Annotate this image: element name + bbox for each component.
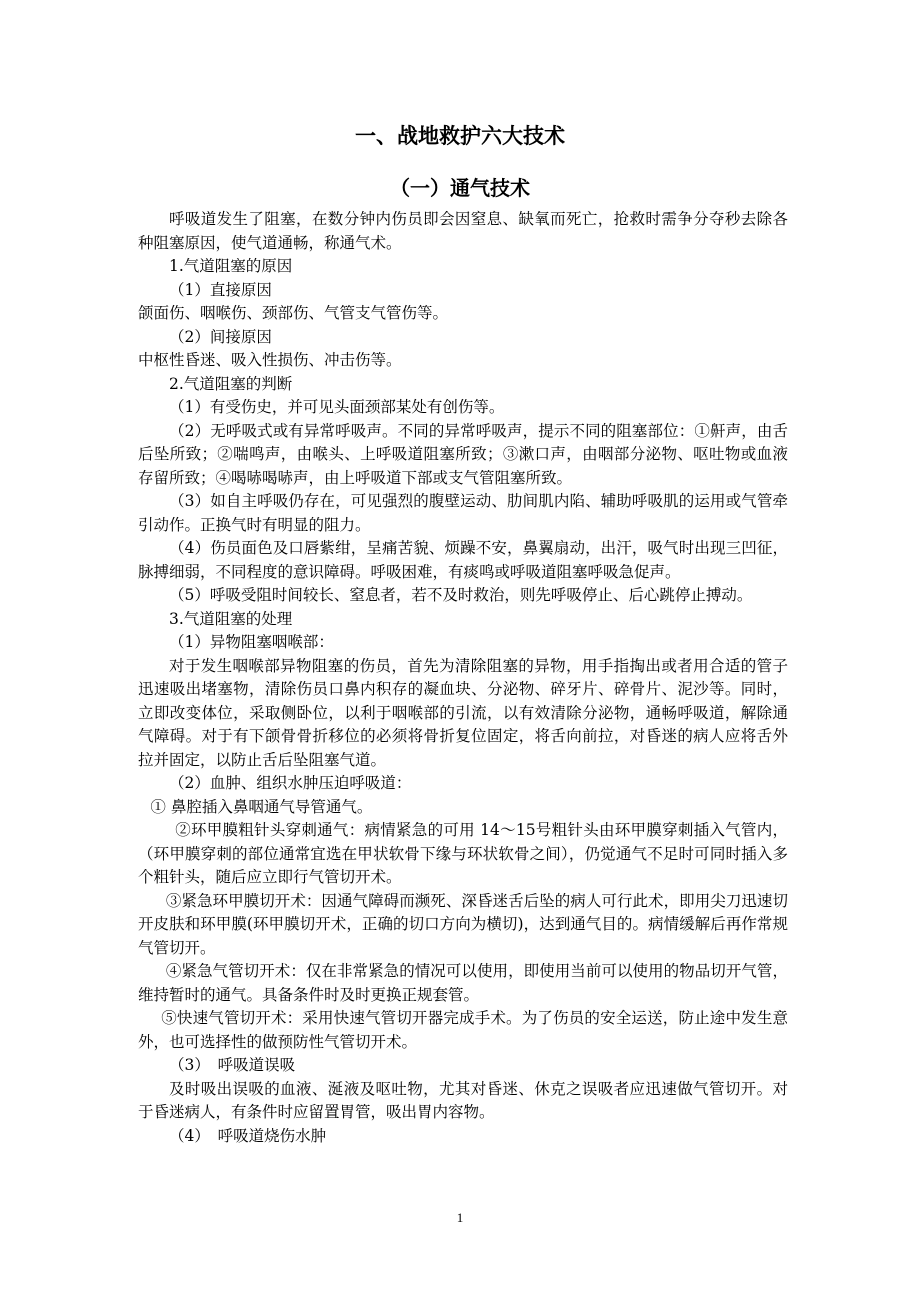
page-title: 一、战地救护六大技术 (355, 124, 565, 148)
paragraph: 及时吸出误吸的血液、涎液及呕吐物，尤其对昏迷、休克之误吸者应迅速做气管切开。对于昏迷病人，有条件时应留置胃管，吸出胃内容物。 (138, 1079, 788, 1121)
paragraph: （4）伤员面色及口唇紫绀，呈痛苦貌、烦躁不安，鼻翼扇动，出汗，吸气时出现三凹征，脉搏细弱，不同程度的意识障碍。呼吸困难，有痰鸣或呼吸道阻塞呼吸急促声。 (138, 539, 788, 581)
paragraph: ③紧急环甲膜切开术：因通气障碍而濒死、深昏迷舌后坠的病人可行此术，即用尖刀迅速切开皮肤和环甲膜(环甲膜切开术，正确的切口方向为横切)，达到通气目的。病情缓解后再作常规气管切开。 (138, 891, 788, 957)
paragraph: 2.气道阻塞的判断 (169, 374, 293, 393)
paragraph: （2）间接原因 (169, 327, 272, 346)
paragraph: （4） 呼吸道烧伤水肿 (169, 1126, 327, 1145)
paragraph: ②环甲膜粗针头穿刺通气：病情紧急的可用 14～15号粗针头由环甲膜穿刺插入气管内，（环甲膜穿刺的部位通常宜选在甲状软骨下缘与环状软骨之间），仍觉通气不足时可同时插入多个粗针头，随后应立即行气管切开术。 (138, 821, 788, 886)
paragraph: （2）血肿、组织水肿压迫呼吸道： (169, 774, 412, 792)
paragraph: （1）异物阻塞咽喉部： (169, 633, 334, 651)
paragraph: 颌面伤、咽喉伤、颈部伤、气管支气管伤等。 (138, 304, 449, 322)
paragraph: ① 鼻腔插入鼻咽通气导管通气。 (150, 797, 373, 816)
document-body (138, 208, 788, 1148)
paragraph: ④紧急气管切开术：仅在非常紧急的情况可以使用，即使用当前可以使用的物品切开气管，维持暂时的通气。具备条件时及时更换正规套管。 (138, 962, 788, 1004)
paragraph: 1.气道阻塞的原因 (169, 257, 293, 275)
paragraph: 呼吸道发生了阻塞，在数分钟内伤员即会因窒息、缺氧而死亡，抢救时需争分夺秒去除各种阻塞原因，使气道通畅，称通气术。 (138, 210, 788, 252)
paragraph: （5）呼吸受阻时间较长、窒息者，若不及时救治，则先呼吸停止、后心跳停止搏动。 (169, 586, 753, 604)
paragraph: （1）直接原因 (169, 280, 272, 299)
paragraph: 对于发生咽喉部异物阻塞的伤员，首先为清除阻塞的异物，用手指掏出或者用合适的管子迅速吸出堵塞物，清除伤员口鼻内积存的凝血块、分泌物、碎牙片、碎骨片、泥沙等。同时，立即改变体位，采取侧卧位，以利于咽喉部的引流，以有效清除分泌物，通畅呼吸道，解除通气障碍。对于有下颌骨骨折移位的必须将骨折复位固定，将舌向前拉，对昏迷的病人应将舌外拉并固定，以防止舌后坠阻塞气道。 (138, 656, 788, 769)
paragraph: （2）无呼吸式或有异常呼吸声。不同的异常呼吸声，提示不同的阻塞部位：①鼾声，由舌后坠所致；②喘鸣声，由喉头、上呼吸道阻塞所致；③漱口声，由咽部分泌物、呕吐物或血液存留所致；④喝哧喝哧声，由上呼吸道下部或支气管阻塞所致。 (138, 421, 788, 487)
section-title: （一）通气技术 (390, 176, 530, 200)
page-number: 1 (456, 1210, 464, 1225)
paragraph: ⑤快速气管切开术：采用快速气管切开器完成手术。为了伤员的安全运送，防止途中发生意外，也可选择性的做预防性气管切开术。 (138, 1009, 788, 1051)
paragraph: （3） 呼吸道误吸 (169, 1056, 296, 1074)
paragraph: （1）有受伤史，并可见头面颈部某处有创伤等。 (169, 398, 505, 416)
paragraph: 3.气道阻塞的处理 (169, 609, 293, 628)
paragraph: （3）如自主呼吸仍存在，可见强烈的腹壁运动、肋间肌内陷、辅助呼吸肌的运用或气管牵引动作。正换气时有明显的阻力。 (138, 492, 788, 534)
paragraph: 中枢性昏迷、吸入性损伤、冲击伤等。 (138, 351, 402, 369)
